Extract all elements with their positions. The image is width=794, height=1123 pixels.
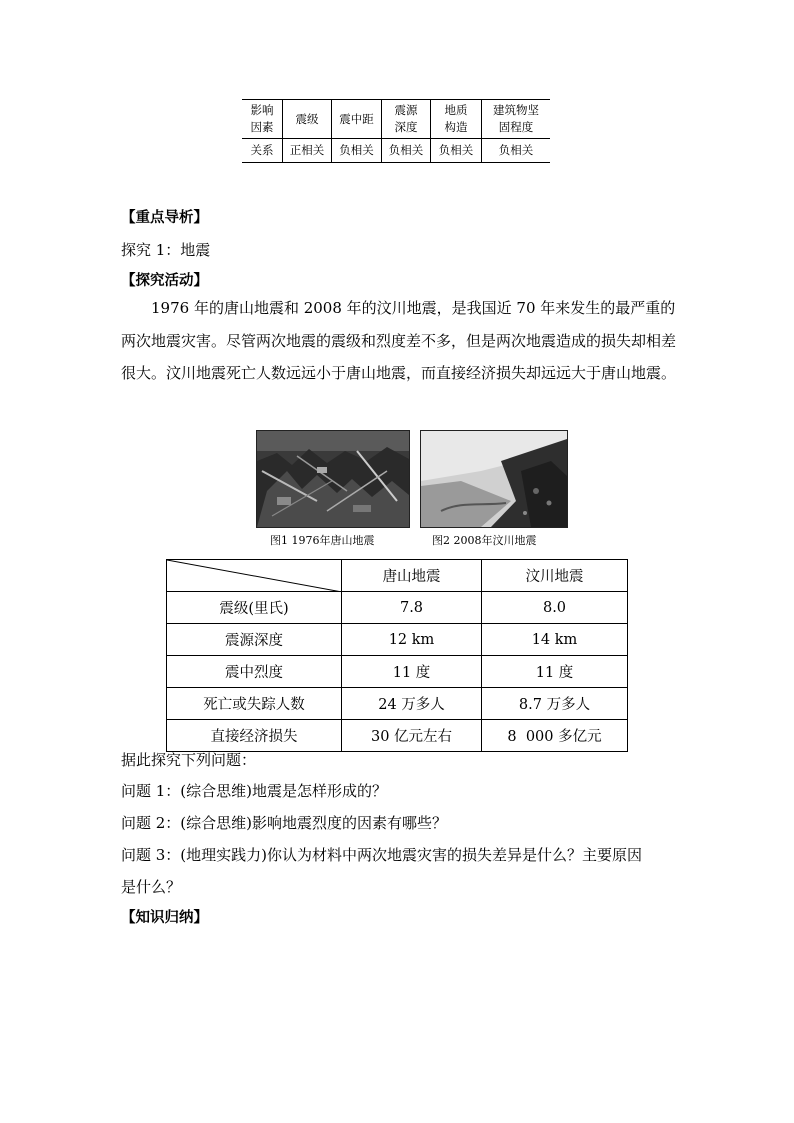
quake-row-label: 死亡或失踪人数 — [167, 688, 342, 720]
factor-header-text: 地质 构造 — [444, 103, 468, 134]
wenchuan-photo — [420, 430, 568, 528]
quake-row — [167, 720, 628, 752]
quake-cell: 30 亿元左右 — [342, 720, 482, 752]
quake-row — [167, 688, 628, 720]
quake-row — [167, 624, 628, 656]
factor-relation-cell: 负相关 — [382, 139, 431, 163]
diagonal-header-cell — [167, 560, 342, 592]
explore-title: 探究 1：地震 — [121, 241, 211, 259]
factor-header-cell — [382, 100, 431, 139]
quake-row — [167, 592, 628, 624]
quake-cell: 11 度 — [482, 656, 628, 688]
question-3-continued: 是什么？ — [121, 878, 182, 896]
factor-header-text: 影响 因素 — [250, 103, 274, 134]
quake-cell: 8 000 多亿元 — [482, 720, 628, 752]
quake-column-header: 唐山地震 — [342, 560, 482, 592]
fig2-caption: 图2 2008年汶川地震 — [432, 534, 537, 547]
factor-relation-cell: 负相关 — [482, 139, 551, 163]
quake-cell: 11 度 — [342, 656, 482, 688]
quake-header-row — [167, 560, 628, 592]
quake-cell: 14 km — [482, 624, 628, 656]
explore-activity-heading: 【探究活动】 — [121, 273, 208, 289]
question-1: 问题 1：(综合思维)地震是怎样形成的？ — [121, 782, 388, 800]
factor-relation-cell: 负相关 — [332, 139, 382, 163]
factor-relation-cell: 负相关 — [431, 139, 482, 163]
factor-header-cell — [242, 100, 283, 139]
quake-cell: 24 万多人 — [342, 688, 482, 720]
factor-header-text: 震源 深度 — [394, 103, 418, 134]
question-2: 问题 2：(综合思维)影响地震烈度的因素有哪些？ — [121, 814, 448, 832]
quake-cell: 8.7 万多人 — [482, 688, 628, 720]
factor-header-cell — [332, 100, 382, 139]
quake-row-label: 直接经济损失 — [167, 720, 342, 752]
key-guide-heading: 【重点导析】 — [121, 210, 208, 226]
factor-header-cell — [482, 100, 551, 139]
factor-header-text: 建筑物坚 固程度 — [493, 103, 539, 134]
quake-row-label: 震中烈度 — [167, 656, 342, 688]
factor-header-text: 震中距 — [339, 111, 374, 126]
factor-header-cell — [431, 100, 482, 139]
quake-cell: 7.8 — [342, 592, 482, 624]
quake-row-label: 震源深度 — [167, 624, 342, 656]
diagonal-line — [167, 560, 342, 592]
earthquake-comparison-table — [166, 559, 628, 752]
tangshan-photo — [256, 430, 410, 528]
question-3: 问题 3：(地理实践力)你认为材料中两次地震灾害的损失差异是什么？主要原因 — [121, 846, 643, 864]
knowledge-summary-heading: 【知识归纳】 — [121, 910, 208, 926]
quake-row — [167, 656, 628, 688]
quake-column-header: 汶川地震 — [482, 560, 628, 592]
fig1-caption: 图1 1976年唐山地震 — [270, 534, 375, 547]
factor-header-cell — [283, 100, 332, 139]
factor-header-row — [242, 100, 550, 139]
factor-header-text: 震级 — [295, 111, 319, 126]
questions-intro: 据此探究下列问题： — [121, 751, 257, 769]
factor-relation-cell: 关系 — [242, 139, 283, 163]
factor-relation-table — [242, 99, 550, 163]
activity-paragraph: 1976 年的唐山地震和 2008 年的汶川地震，是我国近 70 年来发生的最严重的两次地震灾害。尽管两次地震的震级和烈度差不多，但是两次地震造成的损失却相差很大。汶川地震死亡人数远远小于唐山地震，而直接经济损失却远远大于唐山地震。 — [121, 299, 677, 382]
factor-relation-row — [242, 139, 550, 163]
quake-cell: 8.0 — [482, 592, 628, 624]
quake-cell: 12 km — [342, 624, 482, 656]
factor-relation-cell: 正相关 — [283, 139, 332, 163]
quake-row-label: 震级(里氏) — [167, 592, 342, 624]
